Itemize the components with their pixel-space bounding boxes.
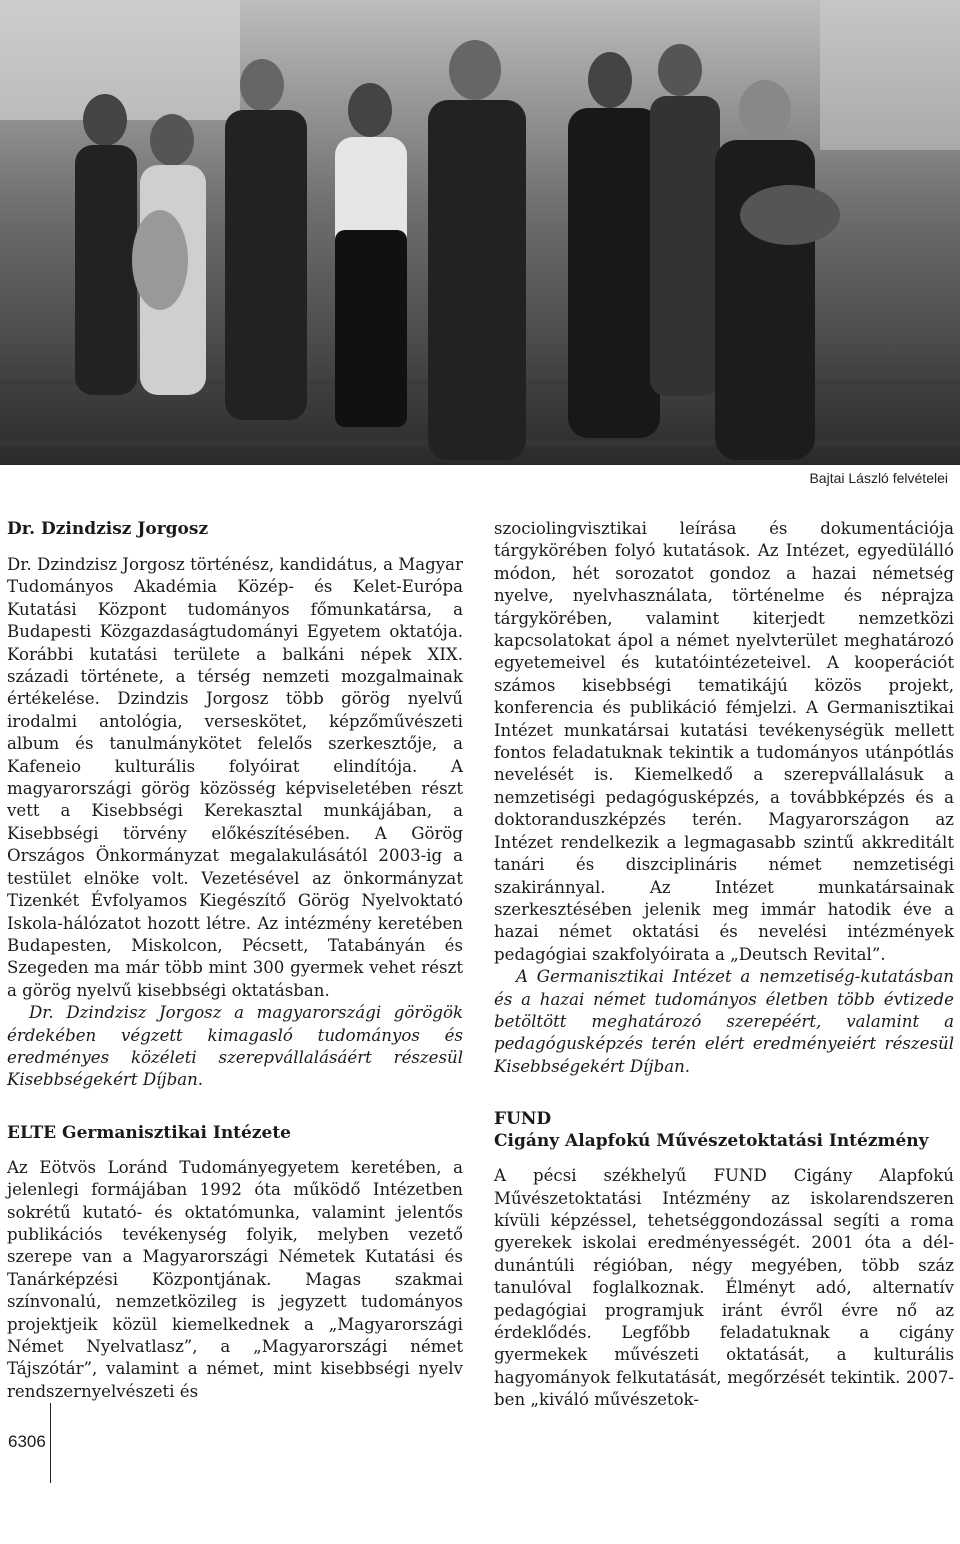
group-photo	[0, 0, 960, 465]
body-elte: Az Eötvös Loránd Tudományegyetem keretében, a jelenlegi formájában 1992 óta működő Intézetben sokrétű kutató- és oktatómunka, valamint jelentős publikációs tevékenység folyik, melyben vezető szerepe van a Magyarországi Németek Kutatási és Tanárképzési Központjának. Magas szakmai színvonalú, nemzetközileg is jegyzett tudományos projektjeik közül kiemelkednek a „Magyarországi Német Nyelvatlasz”, a „Magyarországi német Tájszótár”, valamint a német, mint kisebbségi nyelv rendszernyelvészeti és	[7, 1157, 463, 1401]
section-subtitle-fund: Cigány Alapfokú Művészetoktatási Intézmény	[494, 1131, 929, 1152]
left-column	[7, 518, 463, 1403]
section-title-dzindzisz: Dr. Dzindzisz Jorgosz	[7, 519, 209, 539]
section-title-fund: FUND	[494, 1109, 552, 1130]
body-dzindzisz: Dr. Dzindzisz Jorgosz történész, kandidátus, a Magyar Tudományos Akadémia Közép- és Kelet-Európa Kutatási Központ tudományos főmunkatársa, a Budapesti Közgazdaságtudományi Egyetem oktatója. Korábbi kutatási területe a balkáni népek XIX. századi története, a térség nemzeti mozgalmainak értékelése. Dzindzis Jorgosz több görög nyelvű irodalmi antológia, verseskötet, képzőművészeti album és tanulmánykötet felelős szerkesztője, a Kafeneio kulturális folyóirat elindítója. A magyarországi görög közösség képviseletében részt vett a Kisebbségi Kerekasztal munkájában, a Kisebbségi törvény előkészítésében. A Görög Országos Önkormányzat megalakulásától 2003-ig a testület elnöke volt. Vezetésével az önkormányzat Tizenkét Évfolyamos Kiegészítő Görög Nyelvoktató Iskola-hálózatot hozott létre. Az intézmény keretében Budapesten, Miskolcon, Pécsett, Tatabányán és Szegeden ma már több mint 300 gyermek vehet részt a görög nyelvű kisebbségi oktatásban.	[7, 555, 463, 1000]
right-column	[494, 518, 954, 1412]
award-dzindzisz: Dr. Dzindzisz Jorgosz a magyarországi görögök érdekében végzett kimagasló tudományos és eredményes közéleti szerepvállalásáért részesül Kisebbségekért Díjban.	[7, 1003, 463, 1090]
photo-credit: Bajtai László felvételei	[809, 470, 948, 486]
section-title-elte: ELTE Germanisztikai Intézete	[7, 1122, 291, 1143]
award-elte: A Germanisztikai Intézet a nemzetiség-kutatásban és a hazai német tudományos életben több évtizede betöltött meghatározó szerepéért, valamint a pedagógusképzés terén elért eredményeiért részesül Kisebbségekért Díjban.	[494, 967, 954, 1076]
body-elte-continued: szociolingvisztikai leírása és dokumentációja tárgykörében folyó kutatások. Az Intézet, egyedülálló módon, hét sorozatot gondoz a hazai németség nyelve, nyelvhasználata, történelme és néprajza tárgykörében, valamint kiterjedt nemzetközi kapcsolatokat ápol a német nyelvterület meghatározó egyetemeivel és kutatóintézeteivel. A kooperációt számos kisebbségi tematikájú közös projekt, konferencia és publikáció fémjelzi. A Germanisztikai Intézet munkatársai kutatási tevékenységük mellett fontos feladatuknak tekintik a tudományos utánpótlás nevelését is. Kiemelkedő a szerepvállalásuk a nemzetiségi pedagógusképzés, a továbbképzés és a doktoranduszképzés terén. Magyarországon az Intézet rendelkezik a legmagasabb szintű akkreditált tanári és diszciplináris német nemzetiségi szakiránnyal. Az Intézet munkatársainak szerkesztésében jelenik meg immár hatodik éve a hazai német oktatási és nevelési intézmények pedagógiai szakfolyóirata a „Deutsch Revital”.	[494, 519, 954, 964]
page-number: 6306	[8, 1432, 46, 1451]
body-fund: A pécsi székhelyű FUND Cigány Alapfokú Művészetoktatási Intézmény az iskolarendszeren kívüli képzéssel, tehetséggondozással segíti a roma gyerekek iskolai eredményességét. 2001 óta a dél-dunántúli régióban, négy megyében, több száz tanulóval foglalkoznak. Élményt adó, alternatív pedagógiai programjuk iránt évről évre nő az érdeklődés. Legfőbb feladatuknak a cigány gyermekek művészeti oktatását, a kulturális hagyományok felkutatását, megőrzését tekintik. 2007-ben „kiváló művészetok-	[494, 1166, 954, 1410]
